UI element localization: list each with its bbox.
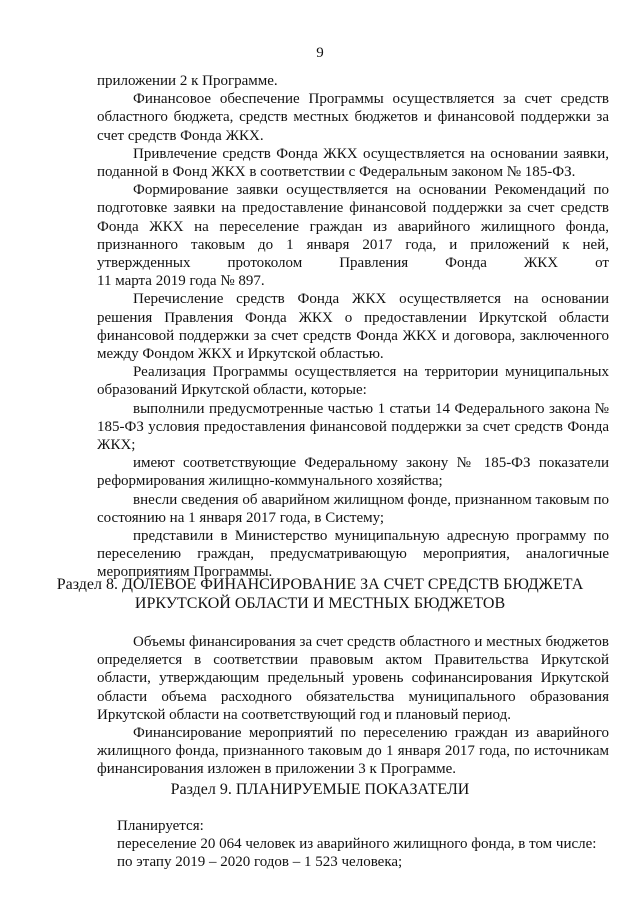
list-item: выполнили предусмотренные частью 1 статьи 14 Федерального закона № 185-ФЗ условия предоставления финансовой поддержки за счет средств Фонда ЖКХ;: [97, 400, 609, 454]
plan-line: переселение 20 064 человек из аварийного жилищного фонда, в том числе:: [117, 836, 597, 853]
section-8-heading-line1: Раздел 8. ДОЛЕВОЕ ФИНАНСИРОВАНИЕ ЗА СЧЕТ СРЕДСТВ БЮДЖЕТА: [56, 576, 584, 593]
paragraph: Финансовое обеспечение Программы осуществляется за счет средств областного бюджета, средств местных бюджетов и финансовой поддержки за счет средств Фонда ЖКХ.: [97, 91, 609, 144]
section-9-heading: [0, 780, 640, 799]
section-9-body: [117, 817, 617, 872]
paragraph: Финансирование мероприятий по переселению граждан из аварийного жилищного фонда, признанного таковым до 1 января 2017 года, по источникам финансирования изложен в приложении 3 к Программе.: [97, 725, 609, 778]
plan-line: Планируется:: [117, 818, 204, 834]
section-8-heading-line2: ИРКУТСКОЙ ОБЛАСТИ И МЕСТНЫХ БЮДЖЕТОВ: [134, 595, 506, 612]
section-9-heading-line: Раздел 9. ПЛАНИРУЕМЫЕ ПОКАЗАТЕЛИ: [170, 781, 470, 798]
section-8-heading: [0, 575, 640, 613]
list-item: имеют соответствующие Федеральному закону № 185-ФЗ показатели реформирования жилищно-коммунального хозяйства;: [97, 455, 609, 490]
paragraph: Реализация Программы осуществляется на территории муниципальных образований Иркутской области, которые:: [97, 364, 609, 399]
paragraph: Привлечение средств Фонда ЖКХ осуществляется на основании заявки, поданной в Фонд ЖКХ в соответствии с Федеральным законом № 185-ФЗ.: [97, 145, 609, 181]
paragraph: Формирование заявки осуществляется на основании Рекомендаций по подготовке заявки на предоставление финансовой поддержки за счет средств Фонда ЖКХ на переселение граждан из аварийного жилищного фонда, признанного таковым до 1 января 2017 года, и приложений к ней, утвержденных протоколом Правления Фонда ЖКХ от: [97, 182, 609, 272]
list-item: представили в Министерство муниципальную адресную программу по переселению граждан, предусматривающую мероприятия, аналогичные мероприятиям Программы.: [97, 528, 609, 581]
page-number: 9: [316, 45, 324, 61]
paragraph: Перечисление средств Фонда ЖКХ осуществляется на основании решения Правления Фонда ЖКХ о предоставлении Иркутской области финансовой поддержки за счет средств Фонда ЖКХ и договора, заключенного между Фондом ЖКХ и Иркутской областью.: [97, 291, 609, 363]
paragraph: Объемы финансирования за счет средств областного и местных бюджетов определяется в соответствии правовым актом Правительства Иркутской области, утверждающим предельный уровень софинансирования Иркутской области объема расходного обязательства муниципального образования Иркутской области на соответствующий год и плановый период.: [97, 634, 609, 723]
section-8-body: [97, 633, 609, 779]
body-text: [97, 72, 609, 582]
list-item: внесли сведения об аварийном жилищном фонде, признанном таковым по состоянию на 1 января 2017 года, в Систему;: [97, 491, 609, 526]
plan-line: по этапу 2019 – 2020 годов – 1 523 человека;: [117, 854, 403, 871]
paragraph: 11 марта 2019 года № 897.: [97, 273, 265, 290]
paragraph: приложении 2 к Программе.: [97, 73, 278, 89]
